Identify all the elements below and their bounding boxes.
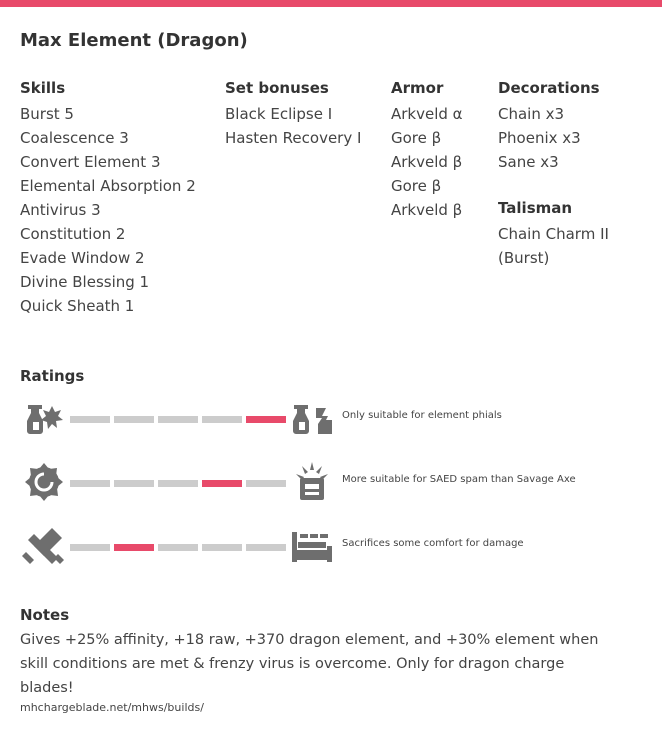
skill-item: Coalescence 3 (20, 129, 129, 147)
decoration-item: Chain x3 (498, 105, 565, 123)
skill-item: Elemental Absorption 2 (20, 177, 196, 195)
rating-segment (70, 544, 110, 551)
decorations-header: Decorations (498, 79, 600, 97)
crossed-swords-icon (22, 524, 66, 568)
rating-segment (246, 416, 286, 423)
armor-header: Armor (391, 79, 444, 97)
armor-item: Arkveld α (391, 105, 463, 123)
rating-segment (158, 416, 198, 423)
notes-text: Gives +25% affinity, +18 raw, +370 dragon element, and +30% element when skill conditions are met & frenzy virus is overcome. Only for dragon charge blades! (20, 632, 599, 696)
source-url: mhchargeblade.net/mhws/builds/ (20, 701, 204, 714)
rating-segment (114, 416, 154, 423)
armor-item: Arkveld β (391, 153, 463, 171)
element-phial-icon (290, 396, 334, 440)
armor-item: Arkveld β (391, 201, 463, 219)
rating-segment (246, 480, 286, 487)
skill-item: Antivirus 3 (20, 201, 101, 219)
skill-item: Convert Element 3 (20, 153, 161, 171)
ratings-header: Ratings (20, 367, 85, 385)
rating-segment (202, 544, 242, 551)
set-bonuses-header: Set bonuses (225, 79, 329, 97)
rating-description: Only suitable for element phials (342, 410, 502, 421)
rating-row (20, 524, 640, 574)
talisman-line: Chain Charm II (498, 225, 609, 243)
skill-item: Constitution 2 (20, 225, 126, 243)
rating-segment (70, 416, 110, 423)
talisman-line: (Burst) (498, 249, 550, 267)
impact-phial-icon (22, 396, 66, 440)
skill-item: Burst 5 (20, 105, 74, 123)
decorations-column (498, 78, 609, 270)
rating-segment (70, 480, 110, 487)
rating-segment (158, 544, 198, 551)
rating-segment (114, 544, 154, 551)
skills-column (20, 78, 196, 318)
armor-item: Gore β (391, 177, 442, 195)
skill-item: Quick Sheath 1 (20, 297, 135, 315)
set-bonuses-column (225, 78, 361, 150)
rating-segment (114, 480, 154, 487)
accent-top-bar (0, 0, 662, 7)
armor-item: Gore β (391, 129, 442, 147)
decoration-item: Sane x3 (498, 153, 559, 171)
decoration-item: Phoenix x3 (498, 129, 581, 147)
build-title: Max Element (Dragon) (20, 30, 248, 51)
skill-item: Evade Window 2 (20, 249, 145, 267)
rating-description: Sacrifices some comfort for damage (342, 538, 524, 549)
saw-blade-icon (22, 460, 66, 504)
skills-header: Skills (20, 79, 66, 97)
rating-row (20, 396, 640, 446)
rating-segment (202, 416, 242, 423)
armor-column (391, 78, 463, 222)
notes-header: Notes (20, 606, 70, 624)
rating-segment (202, 480, 242, 487)
rating-row (20, 460, 640, 510)
set-bonus-item: Black Eclipse I (225, 105, 333, 123)
spiked-totem-icon (290, 460, 334, 504)
rating-segment (246, 544, 286, 551)
set-bonus-item: Hasten Recovery I (225, 129, 362, 147)
talisman-header: Talisman (498, 199, 573, 217)
skill-item: Divine Blessing 1 (20, 273, 150, 291)
bed-icon (290, 524, 334, 568)
rating-segment (158, 480, 198, 487)
rating-description: More suitable for SAED spam than Savage Axe (342, 474, 576, 485)
